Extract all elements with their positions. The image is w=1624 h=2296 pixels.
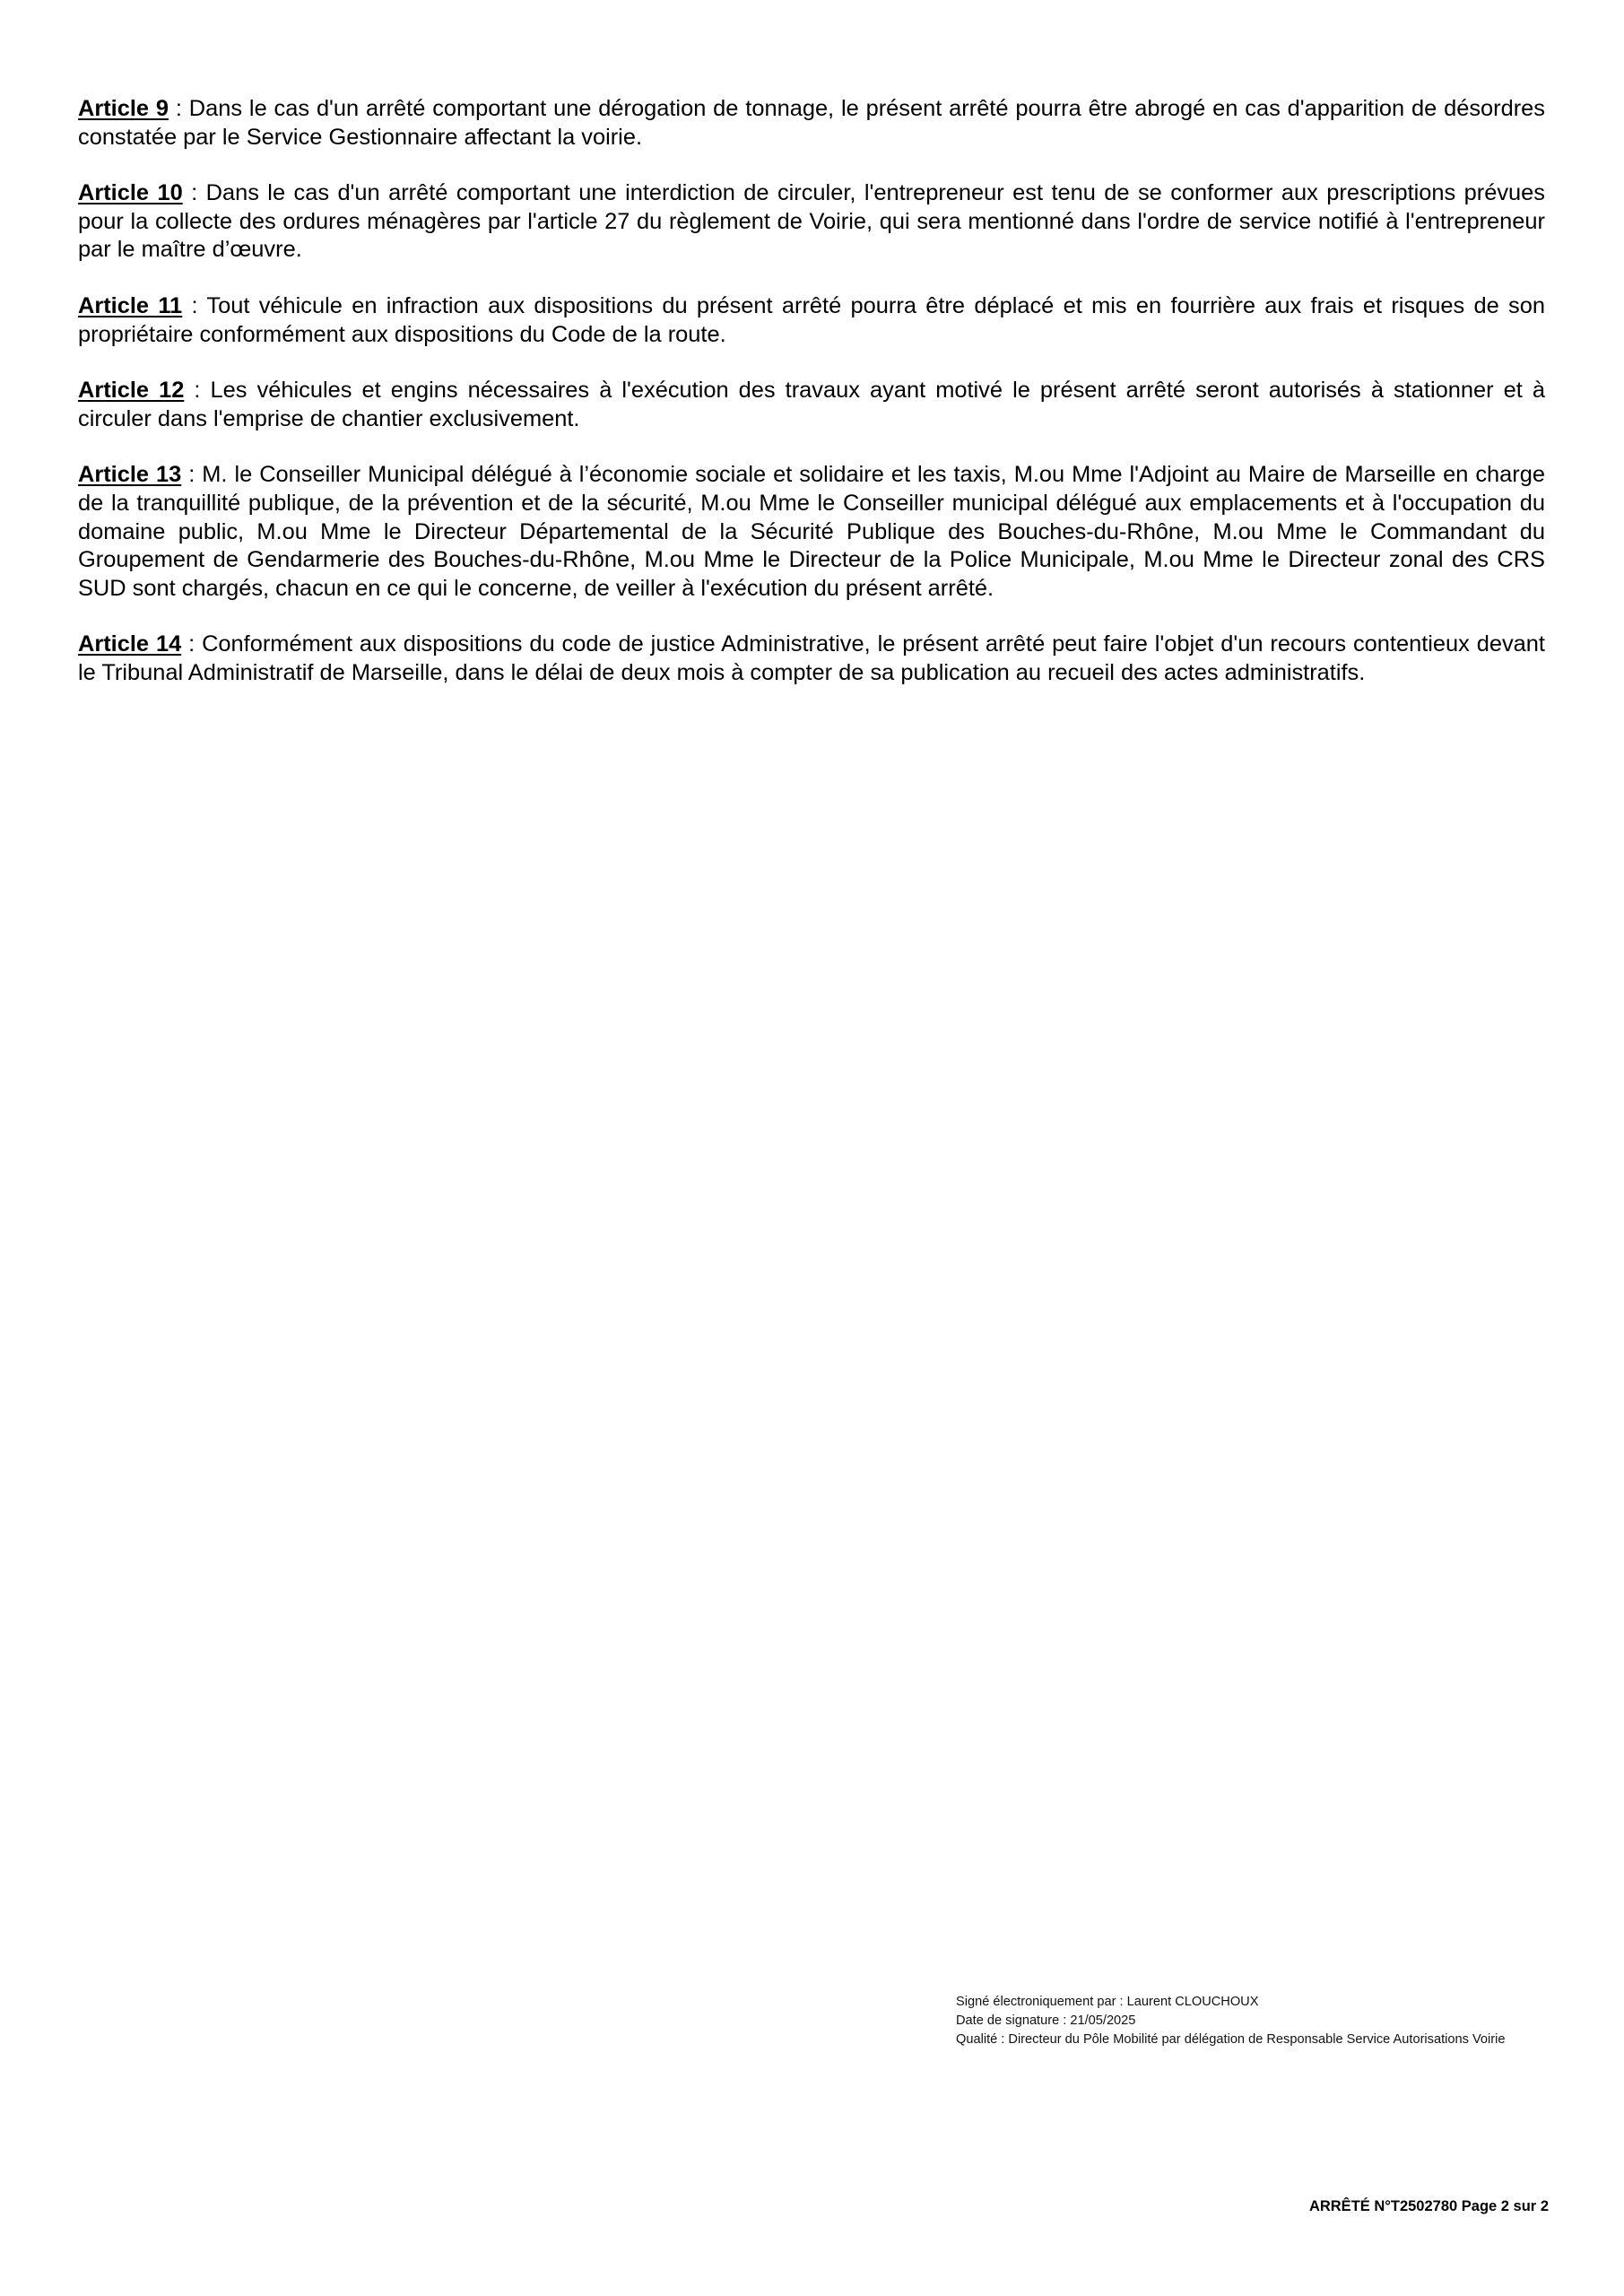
page-footer: ARRÊTÉ N°T2502780 Page 2 sur 2 xyxy=(1308,2198,1549,2214)
document-body xyxy=(78,95,1545,716)
article-9 xyxy=(78,95,1545,152)
article-label: Article 9 xyxy=(78,96,169,121)
article-10 xyxy=(78,179,1545,265)
signature-quality: Qualité : Directeur du Pôle Mobilité par délégation de Responsable Service Autorisations Voirie xyxy=(956,2032,1506,2047)
article-text: : Tout véhicule en infraction aux dispositions du présent arrêté pourra être déplacé et mis en fourrière aux frais et risques de son propriétaire conformément aux dispositions du Code de la route. xyxy=(78,292,1545,347)
article-12 xyxy=(78,377,1545,433)
article-11 xyxy=(78,292,1545,349)
article-13 xyxy=(78,461,1545,603)
article-text: : M. le Conseiller Municipal délégué à l’économie sociale et solidaire et les taxis, M.ou Mme l'Adjoint au Maire de Marseille en charge de la tranquillité publique, de la prévention et de la sécurité, M.ou Mme le Conseiller municipal délégué aux emplacements et à l'occupation du domaine public, M.ou Mme le Directeur Départemental de la Sécurité Publique des Bouches-du-Rhône, M.ou Mme le Commandant du Groupement de Gendarmerie des Bouches-du-Rhône, M.ou Mme le Directeur de la Police Municipale, M.ou Mme le Directeur zonal des CRS SUD sont chargés, chacun en ce qui le concerne, de veiller à l'exécution du présent arrêté. xyxy=(78,462,1545,601)
article-label: Article 12 xyxy=(78,378,185,404)
article-label: Article 13 xyxy=(78,462,182,488)
article-label: Article 14 xyxy=(78,631,182,657)
signature-date: Date de signature : 21/05/2025 xyxy=(956,2013,1136,2028)
article-label: Article 10 xyxy=(78,180,183,206)
electronic-signature-block xyxy=(956,1993,1584,2049)
article-text: : Dans le cas d'un arrêté comportant une interdiction de circuler, l'entrepreneur est tenu de se conformer aux prescriptions prévues pour la collecte des ordures ménagères par l'article 27 du règlement de Voirie, qui sera mentionné dans l'ordre de service notifié à l'entrepreneur par le maître d’œuvre. xyxy=(78,180,1545,263)
article-14 xyxy=(78,631,1545,687)
article-text: : Conformément aux dispositions du code de justice Administrative, le présent arrêté peut faire l'objet d'un recours contentieux devant le Tribunal Administratif de Marseille, dans le délai de deux mois à compter de sa publication au recueil des actes administratifs. xyxy=(78,631,1545,685)
article-label: Article 11 xyxy=(78,292,183,318)
article-text: : Dans le cas d'un arrêté comportant une dérogation de tonnage, le présent arrêté pourra être abrogé en cas d'apparition de désordres constatée par le Service Gestionnaire affectant la voirie. xyxy=(78,96,1545,150)
signed-by: Signé électroniquement par : Laurent CLOUCHOUX xyxy=(956,1995,1259,2009)
article-text: : Les véhicules et engins nécessaires à l'exécution des travaux ayant motivé le présent arrêté seront autorisés à stationner et à circuler dans l'emprise de chantier exclusivement. xyxy=(78,378,1545,431)
